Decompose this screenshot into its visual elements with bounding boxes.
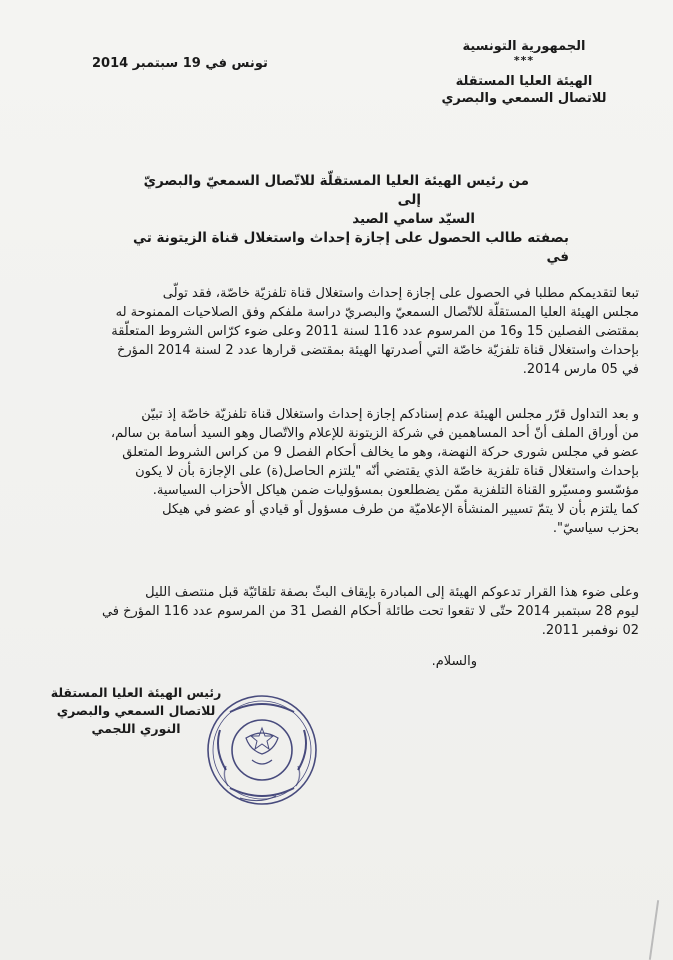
paragraph-line: بإحداث واستغلال قناة تلفزية خاصّة الذي يقتضي أنّه "يلتزم الحاصل(ة) على الإجازة بأن لا يكون: [135, 464, 639, 479]
signatory-name: النوري اللجمي: [91, 721, 181, 736]
paragraph-1: [29, 284, 639, 379]
paragraph-line: من أوراق الملف أنّ أحد المساهمين في شركة الزيتونة للإعلام والاتّصال وهو السيد أسامة بن سالم،: [110, 426, 639, 441]
letter-date: تونس في 19 سبتمبر 2014: [92, 56, 268, 71]
signatory-title-line1: رئيس الهيئة العليا المستقلة: [50, 685, 222, 700]
letterhead: [409, 38, 639, 107]
paragraph-3: [29, 583, 639, 640]
closing-salutation: والسلام.: [431, 654, 477, 669]
paragraph-line: و بعد التداول قرّر مجلس الهيئة عدم إسنادكم إجازة إحداث واستغلال قناة تلفزيّة خاصّة إذ تبيّن: [141, 407, 639, 422]
authority-name-line1: الهيئة العليا المستقلة: [455, 74, 593, 89]
signatory-title-line2: للاتصال السمعي والبصري: [56, 703, 216, 718]
sender-line: من رئيس الهيئة العليا المستقلّة للاتّصال السمعيّ والبصريّ: [143, 173, 529, 189]
paragraph-line: 02 نوفمبر 2011.: [541, 623, 639, 638]
official-stamp: [200, 690, 325, 815]
page-edge-mark: [649, 900, 659, 960]
republic-title: الجمهورية التونسية: [462, 39, 586, 54]
to-line: إلى: [397, 192, 421, 208]
paragraph-line: بحزب سياسيّ".: [552, 521, 639, 536]
paragraph-line: ليوم 28 سبتمبر 2014 حتّى لا تقعوا تحت طائلة أحكام الفصل 31 من المرسوم عدد 116 المؤرخ في: [101, 604, 639, 619]
paragraph-line: كما يلتزم بأن لا يتمّ تسيير المنشأة الإعلاميّة من طرف مسؤول أو قيادي أو عضو في هيكل: [162, 502, 639, 517]
paragraph-line: مؤسّسو ومسيّرو القناة التلفزية ممّن يضطلعون بمسؤوليات ضمن هياكل الأحزاب السياسية.: [152, 483, 639, 498]
paragraph-line: عضو في مجلس شورى حركة النهضة، وهو ما يخالف أحكام الفصل 9 من كراس الشروط المتعلق: [122, 445, 639, 460]
paragraph-line: وعلى ضوء هذا القرار تدعوكم الهيئة إلى المبادرة بإيقاف البثّ بصفة تلقائيّة قبل منتصف الليل: [145, 585, 639, 600]
stamp-seal-icon: [200, 690, 325, 815]
address-block: [109, 172, 569, 267]
paragraph-line: تبعا لتقديمكم مطلبا في الحصول على إجازة إحداث واستغلال قناة تلفزيّة خاصّة، فقد تولّى: [162, 286, 639, 301]
paragraph-2: [29, 405, 639, 538]
signature-block: [46, 684, 226, 738]
authority-name-line2: للاتصال السمعي والبصري: [441, 91, 607, 106]
paragraph-line: بإحداث واستغلال قناة تلفزيّة خاصّة التي أصدرتها الهيئة بمقتضى قرارها عدد 2 لسنة 2014 المؤرخ: [116, 343, 639, 358]
paragraph-line: بمقتضى الفصلين 15 و16 من المرسوم عدد 116 لسنة 2011 وعلى ضوء كرّاس الشروط المتعلّقة: [111, 324, 639, 339]
recipient-capacity: بصفته طالب الحصول على إجازة إحداث واستغلال قناة الزيتونة تي في: [133, 230, 569, 265]
paragraph-line: مجلس الهيئة العليا المستقلّة للاتّصال السمعيّ والبصريّ دراسة ملفكم وفق الصلاحيات الممنوحة له: [115, 305, 639, 320]
paragraph-line: في 05 مارس 2014.: [522, 362, 639, 377]
header-stars: ***: [513, 54, 535, 67]
recipient-name: السيّد سامي الصيد: [352, 211, 475, 227]
